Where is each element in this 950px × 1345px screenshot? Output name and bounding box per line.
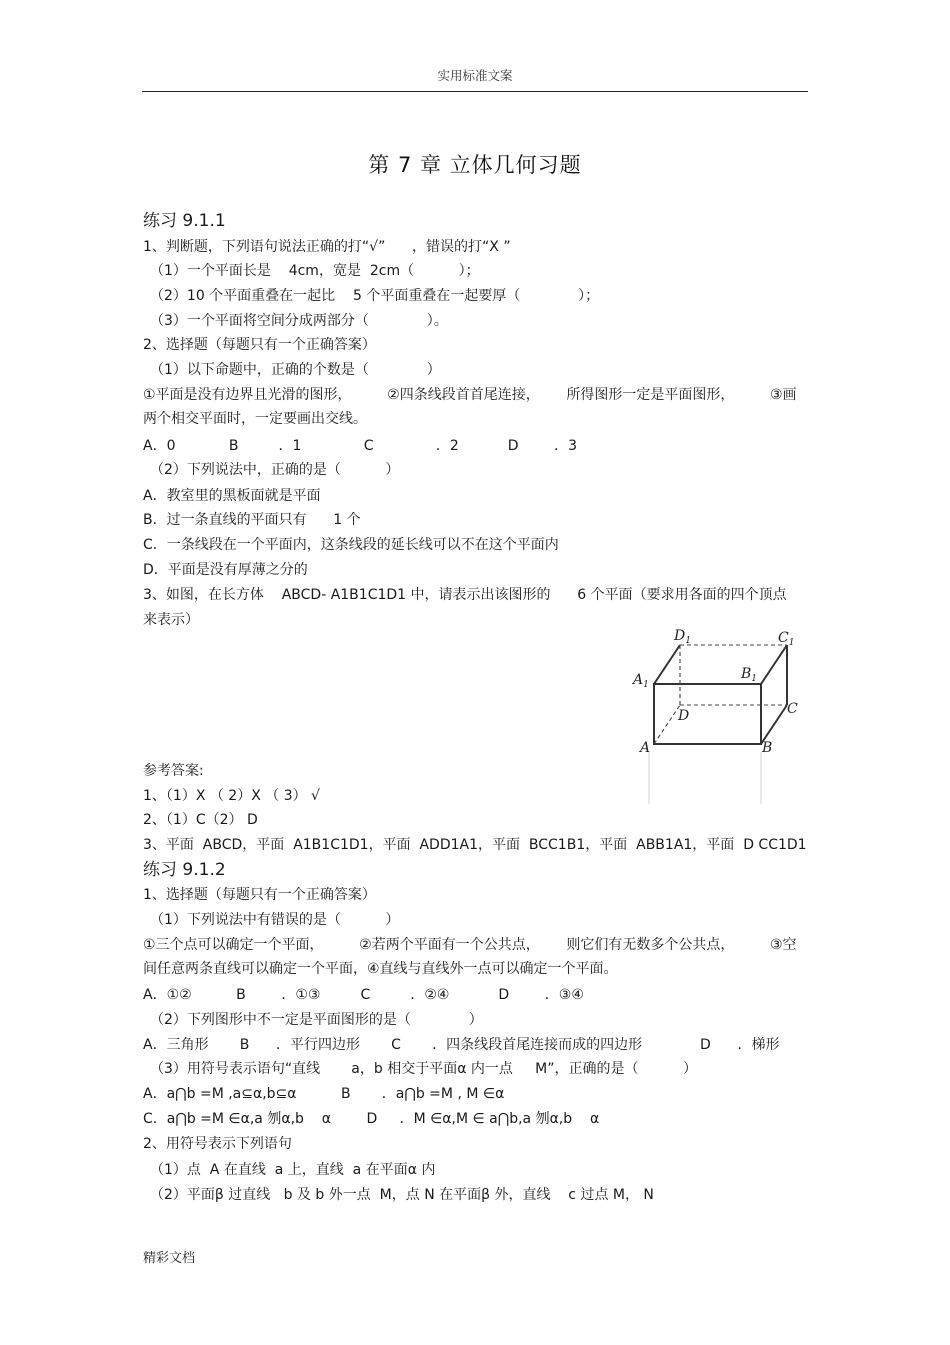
text-line: （1）点 A 在直线 a 上，直线 a 在平面α 内	[150, 1162, 436, 1178]
text-line: 来表示）	[143, 612, 199, 628]
text-line: ①三个点可以确定一个平面， ②若两个平面有一个公共点， 则它们有无数多个公共点， ③空	[143, 937, 797, 953]
label-c: C	[787, 701, 798, 717]
text-line: 3、如图，在长方体 ABCD- A1B1C1D1 中，请表示出该图形的 6 个平面（要求用各面的四个顶点	[143, 587, 787, 603]
text-line: 1、选择题（每题只有一个正确答案）	[143, 887, 376, 903]
text-line: D．平面是没有厚薄之分的	[143, 562, 308, 578]
label-b1: $B_1$	[741, 666, 758, 684]
text-line: （2）平面β 过直线 b 及 b 外一点 M，点 N 在平面β 外，直线 c 过点 M， N	[150, 1187, 654, 1203]
answer-line: 3、平面 ABCD，平面 A1B1C1D1，平面 ADD1A1，平面 BCC1B1，平面 ABB1A1，平面 D CC1D1	[143, 837, 807, 853]
label-a: A	[640, 740, 651, 756]
text-line: 2、用符号表示下列语句	[143, 1136, 292, 1152]
cuboid-front-face	[654, 684, 761, 744]
text-line: 2、选择题（每题只有一个正确答案）	[143, 337, 376, 353]
text-line: A．①② B ．①③ C ．②④ D ．③④	[143, 987, 584, 1003]
text-line: 1、判断题，下列语句说法正确的打“√” ，错误的打“X ”	[143, 239, 511, 255]
text-line: （2）10 个平面重叠在一起比 5 个平面重叠在一起要厚（ ）；	[150, 288, 600, 304]
text-line: A．三角形 B ．平行四边形 C ．四条线段首尾连接而成的四边形 D ．梯形	[143, 1037, 780, 1053]
text-line: A．a⋂b =M ,a⊆α,b⊆α B ．a⋂b =M , M ∈α	[143, 1086, 505, 1102]
edge-b-c	[761, 705, 787, 744]
label-b: B	[762, 740, 773, 756]
page-footer: 精彩文档	[143, 1251, 196, 1266]
label-a1: $A_1$	[633, 672, 649, 690]
chapter-title: 第 7 章 立体几何习题	[368, 153, 582, 177]
text-line: ①平面是没有边界且光滑的图形， ②四条线段首首尾连接， 所得图形一定是平面图形， ③画	[143, 387, 797, 403]
section-heading-9-1-2: 练习 9.1.2	[143, 860, 226, 880]
label-d1: $D_1$	[674, 628, 691, 646]
text-line: （3）一个平面将空间分成两部分（ ）。	[150, 313, 448, 329]
edge-b1-c1	[761, 645, 787, 684]
text-line: （2）下列说法中，正确的是（ ）	[150, 462, 400, 478]
edge-a-d	[654, 705, 680, 744]
text-line: （1）一个平面长是 4cm，宽是 2cm（ ）；	[150, 263, 480, 279]
text-line: C．a⋂b =M ∈α,a 刎α,b α D ．M ∈α,M ∈ a⋂b,a 刎α,b α	[143, 1111, 600, 1127]
text-line: A．0 B ．1 C ．2 D ．3	[143, 438, 577, 454]
label-d: D	[678, 708, 690, 724]
answer-line: 1、（1）X （ 2）X （ 3） √	[143, 788, 320, 804]
header-rule	[142, 91, 808, 92]
section-heading-9-1-1: 练习 9.1.1	[143, 211, 226, 231]
text-line: B．过一条直线的平面只有 1 个	[143, 512, 361, 528]
text-line: （1）下列说法中有错误的是（ ）	[150, 912, 400, 928]
cuboid-figure	[630, 622, 810, 807]
text-line: 两个相交平面时，一定要画出交线。	[143, 411, 367, 427]
text-line: 间任意两条直线可以确定一个平面，④直线与直线外一点可以确定一个平面。	[143, 961, 618, 977]
label-c1: $C_1$	[778, 630, 795, 648]
edge-a1-d1	[654, 645, 680, 684]
text-line: （1）以下命题中，正确的个数是（ ）	[150, 362, 441, 378]
text-line: （2）下列图形中不一定是平面图形的是（ ）	[150, 1012, 483, 1028]
answers-heading: 参考答案:	[143, 763, 204, 779]
text-line: C．一条线段在一个平面内，这条线段的延长线可以不在这个平面内	[143, 537, 559, 553]
text-line: （3）用符号表示语句“直线 a，b 相交于平面α 内一点 M”，正确的是（ ）	[150, 1061, 697, 1077]
text-line: A．教室里的黑板面就是平面	[143, 488, 321, 504]
page-header: 实用标准文案	[437, 68, 513, 83]
answer-line: 2、（1）C（2） D	[143, 812, 258, 828]
